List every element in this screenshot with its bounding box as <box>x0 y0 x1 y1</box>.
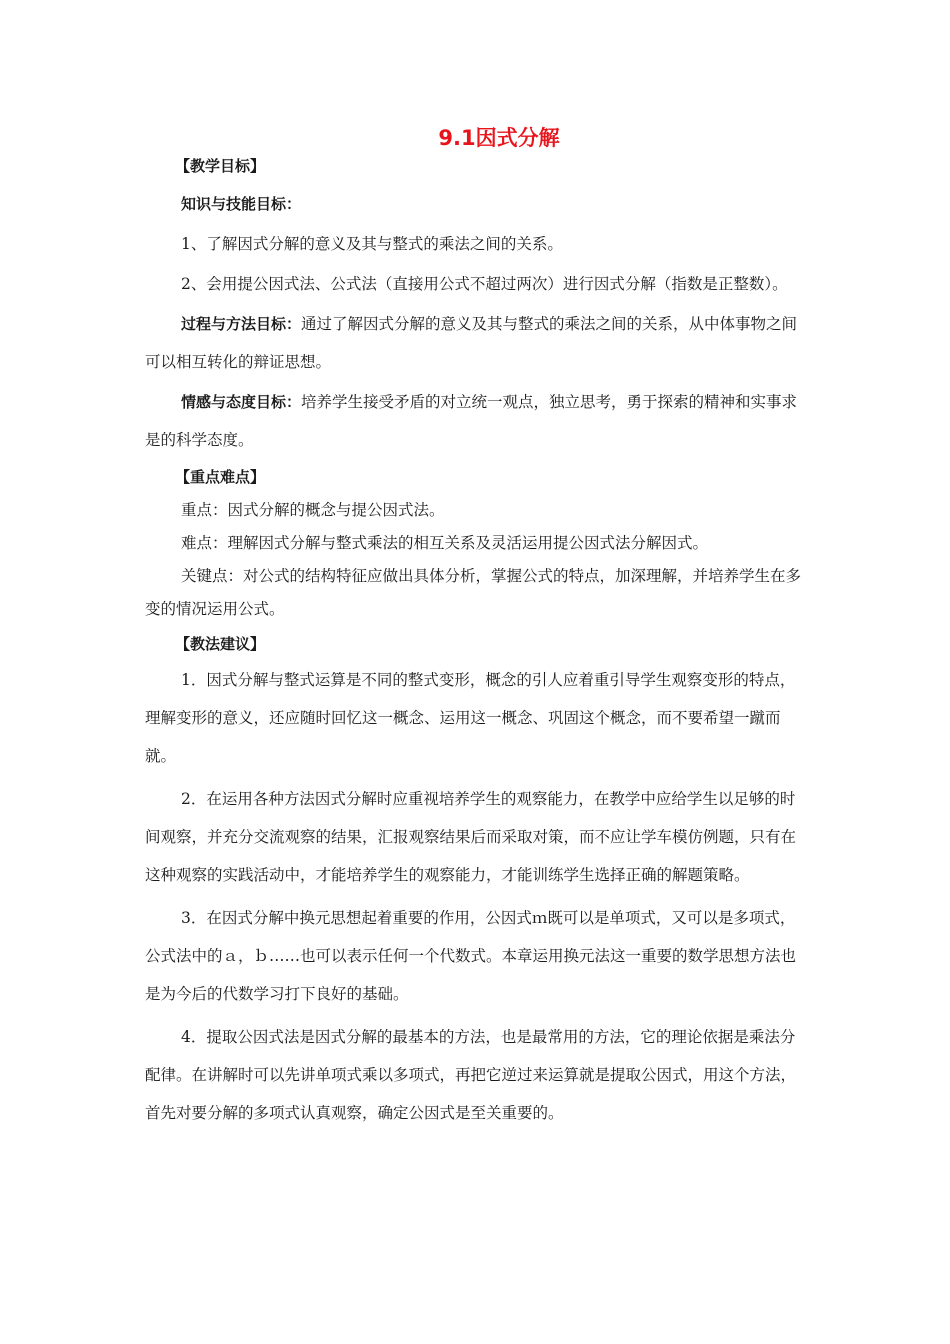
difficult-point: 难点：理解因式分解与整式乘法的相互关系及灵活运用提公因式法分解因式。 <box>181 534 709 552</box>
crucial-point: 关键点：对公式的结构特征应做出具体分析，掌握公式的特点，加深理解，并培养学生在多变的情况运用公式。 <box>145 567 802 618</box>
knowledge-goal-label: 知识与技能目标： <box>181 195 302 213</box>
key-point: 重点：因式分解的概念与提公因式法。 <box>181 501 445 519</box>
process-goal-text: 通过了解因式分解的意义及其与整式的乘法之间的关系，从中体事物之间可以相互转化的辩证思想。 <box>145 315 798 371</box>
suggestion-1: 1．因式分解与整式运算是不同的整式变形，概念的引人应着重引导学生观察变形的特点，理解变形的意义，还应随时回忆这一概念、运用这一概念、巩固这个概念，而不要希望一蹴而就。 <box>145 671 796 765</box>
goal-item-1: 1、了解因式分解的意义及其与整式的乘法之间的关系。 <box>181 235 563 253</box>
section-heading-key-points: 【重点难点】 <box>175 468 266 486</box>
emotion-goal-text: 培养学生接受矛盾的对立统一观点，独立思考，勇于探索的精神和实事求是的科学态度。 <box>145 393 798 449</box>
process-goal <box>145 305 809 381</box>
section-heading-suggestions: 【教法建议】 <box>175 635 266 653</box>
emotion-goal <box>145 383 809 459</box>
emotion-goal-label: 情感与态度目标： <box>181 393 302 411</box>
document-body <box>145 150 809 1132</box>
document-title: 9.1因式分解 <box>438 126 560 150</box>
suggestion-2: 2．在运用各种方法因式分解时应重视培养学生的观察能力，在教学中应给学生以足够的时间观察，并充分交流观察的结果，汇报观察结果后而采取对策，而不应让学车模仿例题，只有在这种观察的实践活动中，才能培养学生的观察能力，才能训练学生选择正确的解题策略。 <box>145 790 797 884</box>
suggestion-3: 3．在因式分解中换元思想起着重要的作用，公因式ｍ既可以是单项式，又可以是多项式，公式法中的ａ，ｂ……也可以表示任何一个代数式。本章运用换元法这一重要的数学思想方法也是为今后的代数学习打下良好的基础。 <box>145 909 797 1003</box>
section-heading-goals: 【教学目标】 <box>175 157 266 175</box>
suggestion-4: 4．提取公因式法是因式分解的最基本的方法，也是最常用的方法，它的理论依据是乘法分配律。在讲解时可以先讲单项式乘以多项式，再把它逆过来运算就是提取公因式，用这个方法，首先对要分解的多项式认真观察，确定公因式是至关重要的。 <box>145 1028 797 1122</box>
goal-item-2: 2、会用提公因式法、公式法（直接用公式不超过两次）进行因式分解（指数是正整数）。 <box>181 275 788 293</box>
process-goal-label: 过程与方法目标： <box>181 315 302 333</box>
